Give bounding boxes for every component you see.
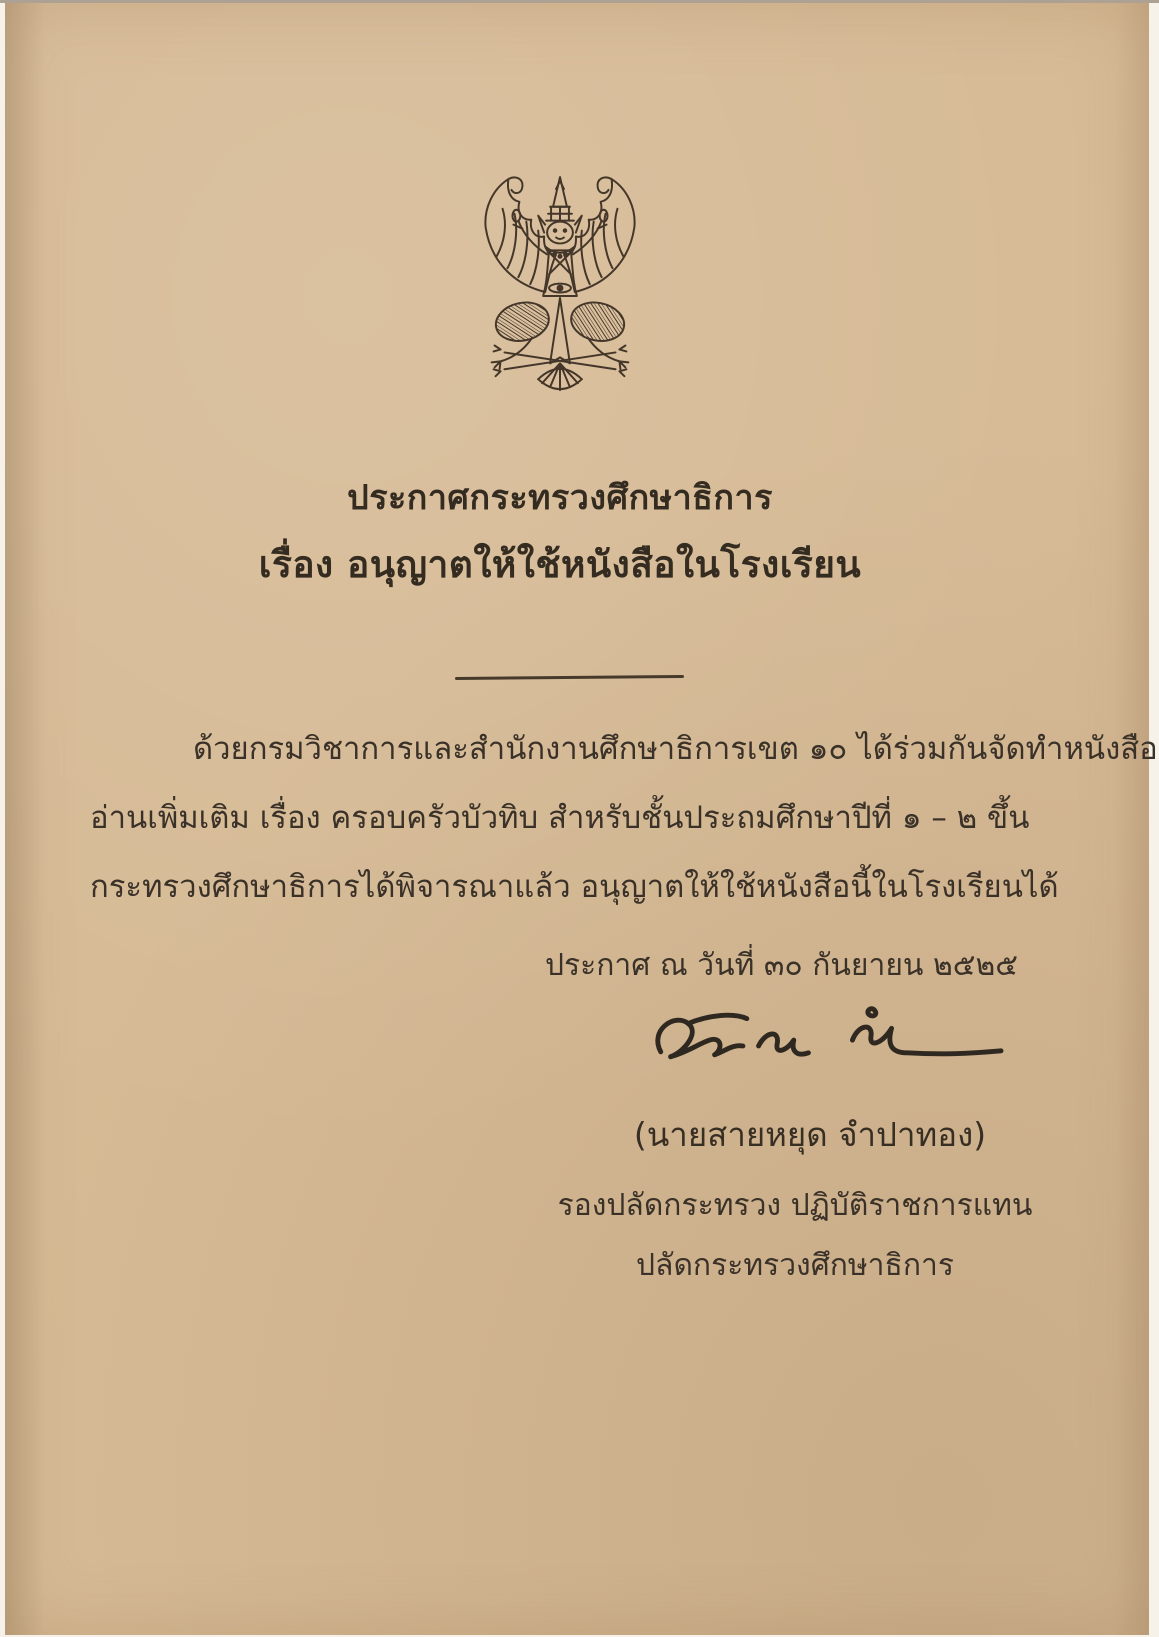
document-paper <box>5 3 1158 1635</box>
signer-name: (นายสายหยุด จำปาทอง) <box>633 1115 987 1154</box>
body-line-3: กระทรวงศึกษาธิการได้พิจารณาแล้ว อนุญาตให้ใช้หนังสือนี้ในโรงเรียนได้ <box>90 869 1059 905</box>
announcement-title <box>5 473 1115 593</box>
garuda-emblem-icon <box>451 173 669 411</box>
signer-position-line-2: ปลัดกระทรวงศึกษาธิการ <box>636 1248 954 1283</box>
signer-position-line-1: รองปลัดกระทรวง ปฏิบัติราชการแทน <box>557 1188 1033 1223</box>
body-line-1: ด้วยกรมวิชาการและสำนักงานศึกษาธิการเขต ๑๐ ได้ร่วมกันจัดทำหนังสือ <box>193 731 1158 767</box>
handwritten-signature-icon <box>627 1001 1027 1089</box>
title-divider-rule <box>455 675 684 680</box>
body-line-2: อ่านเพิ่มเติม เรื่อง ครอบครัวบัวทิบ สำหรับชั้นประถมศึกษาปีที่ ๑ – ๒ ขึ้น <box>90 800 1030 836</box>
announcement-body <box>90 715 1158 922</box>
title-line-2: เรื่อง อนุญาตให้ใช้หนังสือในโรงเรียน <box>258 543 862 586</box>
announcement-date-line: ประกาศ ณ วันที่ ๓๐ กันยายน ๒๕๒๕ <box>545 948 1018 983</box>
title-line-1: ประกาศกระทรวงศึกษาธิการ <box>347 478 773 518</box>
